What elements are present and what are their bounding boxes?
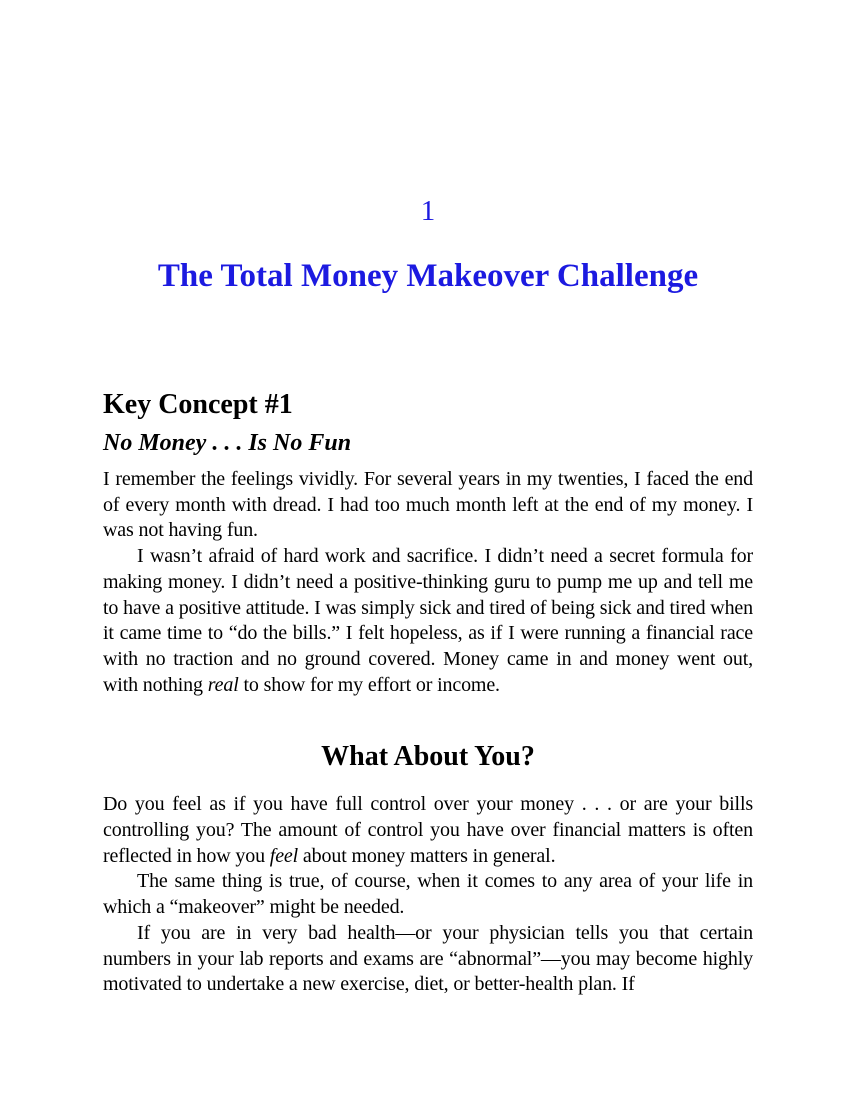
body-paragraph (103, 869, 753, 920)
text-run: to show for my effort or income. (238, 673, 500, 696)
body-paragraph (103, 544, 753, 698)
page-content (0, 194, 856, 998)
text-run: I remember the feelings vividly. For several years in my twenties, I faced the end of every month with dread. I had too much month left at the end of my money. I was not having fun. (103, 468, 753, 542)
key-concept-subheading: No Money . . . Is No Fun (103, 430, 352, 456)
chapter-title: The Total Money Makeover Challenge (157, 258, 699, 294)
body-paragraph (103, 467, 753, 544)
emphasized-text: real (207, 673, 239, 696)
text-run: The same thing is true, of course, when it comes to any area of your life in which a “makeover” might be needed. (103, 870, 753, 919)
key-concept-body (103, 467, 753, 698)
text-run: If you are in very bad health—or your physician tells you that certain numbers in your lab reports and exams are “abnormal”—you may become highly motivated to undertake a new exercise, diet, or better-health plan. If (103, 921, 753, 996)
body-paragraph (103, 921, 753, 998)
what-about-you-body (103, 792, 753, 998)
key-concept-heading: Key Concept #1 (103, 389, 293, 420)
text-run: Do you feel as if you have full control over your money . . . or are your bills controlling you? The amount of control you have over financial matters is often reflected in how you (103, 793, 753, 867)
text-run: about money matters in general. (298, 844, 556, 867)
text-run: I wasn’t afraid of hard work and sacrifice. I didn’t need a secret formula for making money. I didn’t need a positive-thinking guru to pump me up and tell me to have a positive attitude. I was simply sick and tired of being sick and tired when it came time to “do the bills.” I felt hopeless, as if I were running a financial race with no traction and no ground covered. Money came in and money went out, with nothing (103, 545, 753, 696)
chapter-number: 1 (420, 195, 436, 227)
what-about-you-heading: What About You? (321, 741, 535, 773)
emphasized-text: feel (269, 844, 299, 867)
body-paragraph (103, 792, 753, 869)
